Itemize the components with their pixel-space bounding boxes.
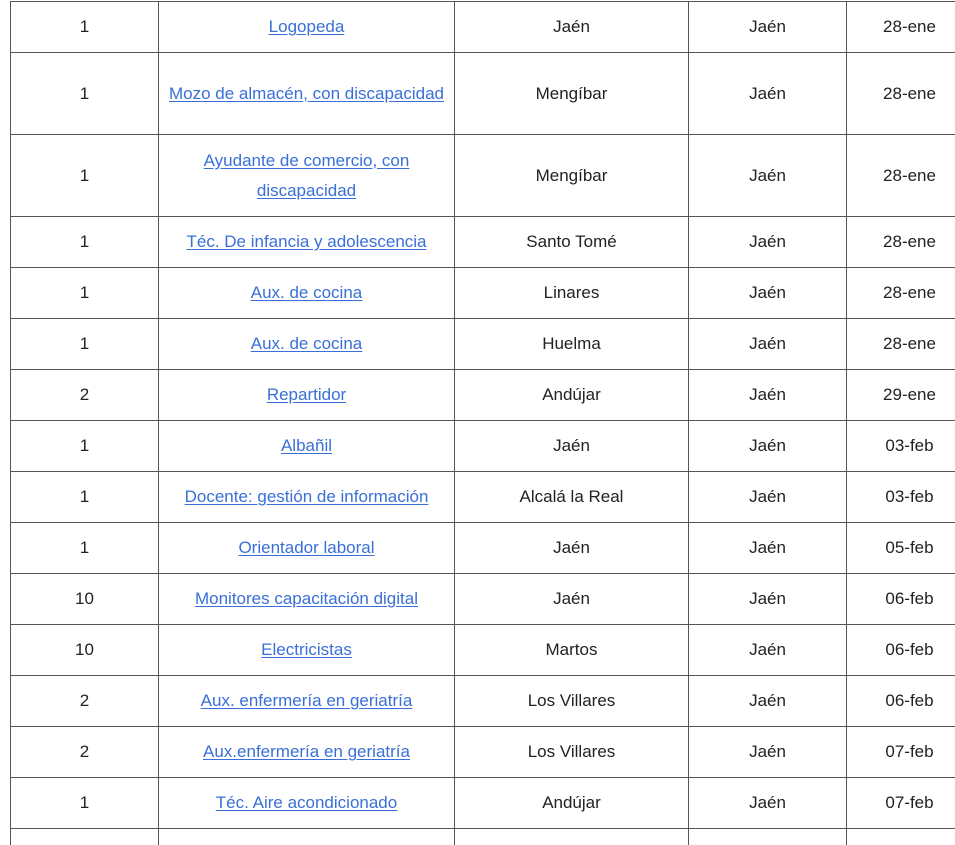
- localidad-cell: Linares: [455, 268, 689, 319]
- fecha-cell: 28-ene: [847, 217, 955, 268]
- localidad-cell: Andújar: [455, 778, 689, 829]
- fecha-cell: 06-feb: [847, 676, 955, 727]
- fecha-cell: 07-feb: [847, 778, 955, 829]
- plazas-cell: 1: [11, 53, 159, 135]
- provincia-cell: Jaén: [689, 370, 847, 421]
- job-link[interactable]: Electricistas: [261, 640, 352, 659]
- fecha-cell: 28-ene: [847, 319, 955, 370]
- plazas-cell: 2: [11, 676, 159, 727]
- puesto-cell: [159, 778, 455, 829]
- puesto-cell: [159, 421, 455, 472]
- table-row: [11, 523, 955, 574]
- localidad-cell: Los Villares: [455, 676, 689, 727]
- provincia-cell: Jaén: [689, 135, 847, 217]
- localidad-cell: Mengíbar: [455, 135, 689, 217]
- puesto-cell: [159, 268, 455, 319]
- puesto-cell: [159, 523, 455, 574]
- puesto-cell: [159, 625, 455, 676]
- puesto-cell: [159, 472, 455, 523]
- plazas-cell: 1: [11, 472, 159, 523]
- plazas-cell: 10: [11, 625, 159, 676]
- job-offers-body: [11, 2, 955, 845]
- localidad-cell: Mengíbar: [455, 53, 689, 135]
- job-link[interactable]: Orientador laboral: [238, 538, 375, 557]
- table-row: [11, 53, 955, 135]
- plazas-cell: 1: [11, 268, 159, 319]
- localidad-cell: Alcalá la Real: [455, 472, 689, 523]
- localidad-cell: Jaén: [455, 523, 689, 574]
- fecha-cell: 03-feb: [847, 472, 955, 523]
- fecha-cell: 06-feb: [847, 625, 955, 676]
- provincia-cell: [689, 829, 847, 845]
- puesto-cell: [159, 727, 455, 778]
- table-row: [11, 217, 955, 268]
- table-row: [11, 268, 955, 319]
- plazas-cell: 2: [11, 370, 159, 421]
- localidad-cell: Jaén: [455, 2, 689, 53]
- puesto-cell: [159, 319, 455, 370]
- puesto-cell: [159, 217, 455, 268]
- plazas-cell: 1: [11, 135, 159, 217]
- localidad-cell: Santo Tomé: [455, 217, 689, 268]
- table-row: [11, 727, 955, 778]
- fecha-cell: 28-ene: [847, 268, 955, 319]
- plazas-cell: 1: [11, 421, 159, 472]
- puesto-cell: [159, 676, 455, 727]
- localidad-cell: Jaén: [455, 574, 689, 625]
- table-row: [11, 370, 955, 421]
- provincia-cell: Jaén: [689, 319, 847, 370]
- provincia-cell: Jaén: [689, 268, 847, 319]
- puesto-cell: [159, 370, 455, 421]
- provincia-cell: Jaén: [689, 53, 847, 135]
- table-row: [11, 778, 955, 829]
- table-row: [11, 421, 955, 472]
- table-row: [11, 472, 955, 523]
- plazas-cell: 1: [11, 217, 159, 268]
- table-row: [11, 319, 955, 370]
- fecha-cell: 06-feb: [847, 574, 955, 625]
- plazas-cell: 2: [11, 727, 159, 778]
- table-row: [11, 625, 955, 676]
- localidad-cell: Los Villares: [455, 727, 689, 778]
- fecha-cell: [847, 829, 955, 845]
- puesto-cell: [159, 53, 455, 135]
- table-row: [11, 676, 955, 727]
- provincia-cell: Jaén: [689, 421, 847, 472]
- job-offers-table: [10, 1, 955, 845]
- job-link[interactable]: Albañil: [280, 436, 333, 455]
- fecha-cell: 03-feb: [847, 421, 955, 472]
- fecha-cell: 05-feb: [847, 523, 955, 574]
- localidad-cell: Jaén: [455, 421, 689, 472]
- job-link[interactable]: Logopeda: [268, 17, 345, 36]
- puesto-cell: [159, 574, 455, 625]
- provincia-cell: Jaén: [689, 523, 847, 574]
- job-link[interactable]: Monitores capacitación digital: [194, 589, 418, 608]
- plazas-cell: 1: [11, 523, 159, 574]
- puesto-cell: [159, 135, 455, 217]
- job-link[interactable]: Docente: gestión de información: [184, 487, 429, 506]
- provincia-cell: Jaén: [689, 625, 847, 676]
- job-link[interactable]: Mozo de almacén, con discapacidad: [169, 83, 444, 103]
- localidad-cell: Huelma: [455, 319, 689, 370]
- fecha-cell: 28-ene: [847, 135, 955, 217]
- job-link[interactable]: Aux. de cocina: [250, 334, 363, 353]
- provincia-cell: Jaén: [689, 217, 847, 268]
- provincia-cell: Jaén: [689, 574, 847, 625]
- plazas-cell: 1: [11, 319, 159, 370]
- plazas-cell: [11, 829, 159, 845]
- provincia-cell: Jaén: [689, 727, 847, 778]
- puesto-cell: [159, 829, 455, 845]
- provincia-cell: Jaén: [689, 2, 847, 53]
- job-link[interactable]: Aux.enfermería en geriatría: [203, 742, 410, 761]
- table-row: [11, 2, 955, 53]
- job-link[interactable]: Aux. enfermería en geriatría: [200, 691, 413, 710]
- localidad-cell: [455, 829, 689, 845]
- fecha-cell: 28-ene: [847, 2, 955, 53]
- provincia-cell: Jaén: [689, 472, 847, 523]
- localidad-cell: Martos: [455, 625, 689, 676]
- job-link[interactable]: Repartidor: [266, 385, 347, 404]
- plazas-cell: 1: [11, 778, 159, 829]
- provincia-cell: Jaén: [689, 778, 847, 829]
- puesto-cell: [159, 2, 455, 53]
- table-row: [11, 135, 955, 217]
- job-link[interactable]: Téc. De infancia y adolescencia: [186, 232, 427, 251]
- job-link[interactable]: Aux. de cocina: [250, 283, 363, 302]
- fecha-cell: 07-feb: [847, 727, 955, 778]
- table-row: [11, 574, 955, 625]
- plazas-cell: 1: [11, 2, 159, 53]
- fecha-cell: 28-ene: [847, 53, 955, 135]
- plazas-cell: 10: [11, 574, 159, 625]
- job-link[interactable]: Ayudante de comercio, con discapacidad: [203, 150, 410, 200]
- fecha-cell: 29-ene: [847, 370, 955, 421]
- table-row: [11, 829, 955, 845]
- localidad-cell: Andújar: [455, 370, 689, 421]
- job-link[interactable]: Téc. Aire acondicionado: [215, 793, 398, 812]
- provincia-cell: Jaén: [689, 676, 847, 727]
